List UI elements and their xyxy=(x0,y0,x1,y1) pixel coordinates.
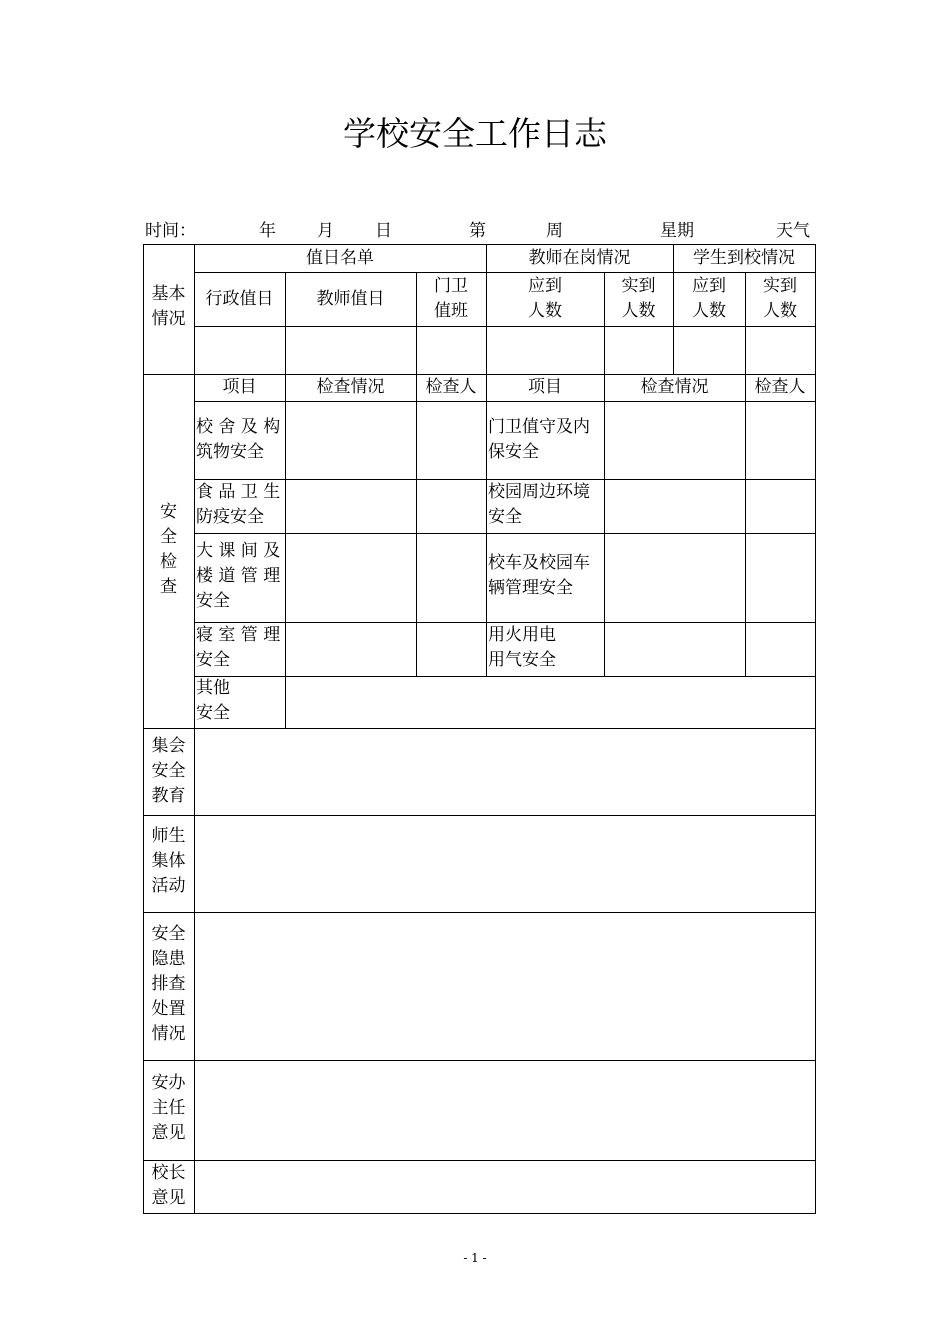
item-gate-security: 门卫值守及内 保安全 xyxy=(488,417,590,462)
date-line xyxy=(0,216,950,240)
col-item: 项目 xyxy=(222,377,257,397)
col-status: 检查情况 xyxy=(316,377,385,397)
weather-label: 天气 xyxy=(776,221,810,241)
month-label: 月 xyxy=(317,221,334,241)
hazard-handling-label: 安全 隐患 排查 处置 情况 xyxy=(151,924,186,1044)
item-other: 其他 安全 xyxy=(196,678,230,723)
safety-check-label: 安 全 检 查 xyxy=(160,502,177,597)
week-suffix: 周 xyxy=(546,221,563,241)
admin-duty-header: 行政值日 xyxy=(205,289,274,309)
week-prefix: 第 xyxy=(469,221,486,241)
page-title: 学校安全工作日志 xyxy=(343,114,607,153)
student-expected-header: 应到 人数 xyxy=(692,276,726,321)
time-label: 时间： xyxy=(145,221,196,241)
item-surroundings: 校园周边环境 安全 xyxy=(488,482,590,527)
item-food-hygiene: 食 品 卫 生 防疫安全 xyxy=(196,482,281,527)
col-status-right: 检查情况 xyxy=(640,377,709,397)
assembly-education-label: 集会 安全 教育 xyxy=(151,736,186,806)
item-recess-corridor: 大 课 间 及 楼 道 管 理 安全 xyxy=(196,541,281,611)
year-label: 年 xyxy=(259,221,276,241)
basic-section-label: 基本 情况 xyxy=(151,284,186,329)
teacher-actual-header: 实到 人数 xyxy=(621,276,656,321)
teacher-expected-header: 应到 人数 xyxy=(528,276,562,321)
day-label: 日 xyxy=(375,221,392,241)
page-number: - 1 - xyxy=(463,1251,487,1265)
item-vehicles: 校车及校园车 辆管理安全 xyxy=(488,553,590,598)
student-actual-header: 实到 人数 xyxy=(763,276,797,321)
gate-duty-header: 门卫 值班 xyxy=(434,276,468,321)
principal-opinion-label: 校长 意见 xyxy=(151,1163,186,1208)
item-fire-electric-gas: 用火用电 用气安全 xyxy=(488,625,556,670)
safety-log-table xyxy=(143,244,816,1214)
col-item-right: 项目 xyxy=(528,377,562,397)
item-buildings: 校 舍 及 构 筑物安全 xyxy=(196,417,281,462)
weekday-label: 星期 xyxy=(660,221,694,241)
teacher-status-header: 教师在岗情况 xyxy=(528,248,631,268)
item-dormitory: 寝 室 管 理 安全 xyxy=(196,625,281,670)
col-inspector: 检查人 xyxy=(425,377,477,397)
group-activity-label: 师生 集体 活动 xyxy=(151,826,186,896)
office-director-opinion-label: 安办 主任 意见 xyxy=(151,1073,186,1143)
teacher-duty-header: 教师值日 xyxy=(316,289,385,309)
col-inspector-right: 检查人 xyxy=(754,377,806,397)
student-status-header: 学生到校情况 xyxy=(693,248,795,268)
duty-list-header: 值日名单 xyxy=(306,248,374,268)
